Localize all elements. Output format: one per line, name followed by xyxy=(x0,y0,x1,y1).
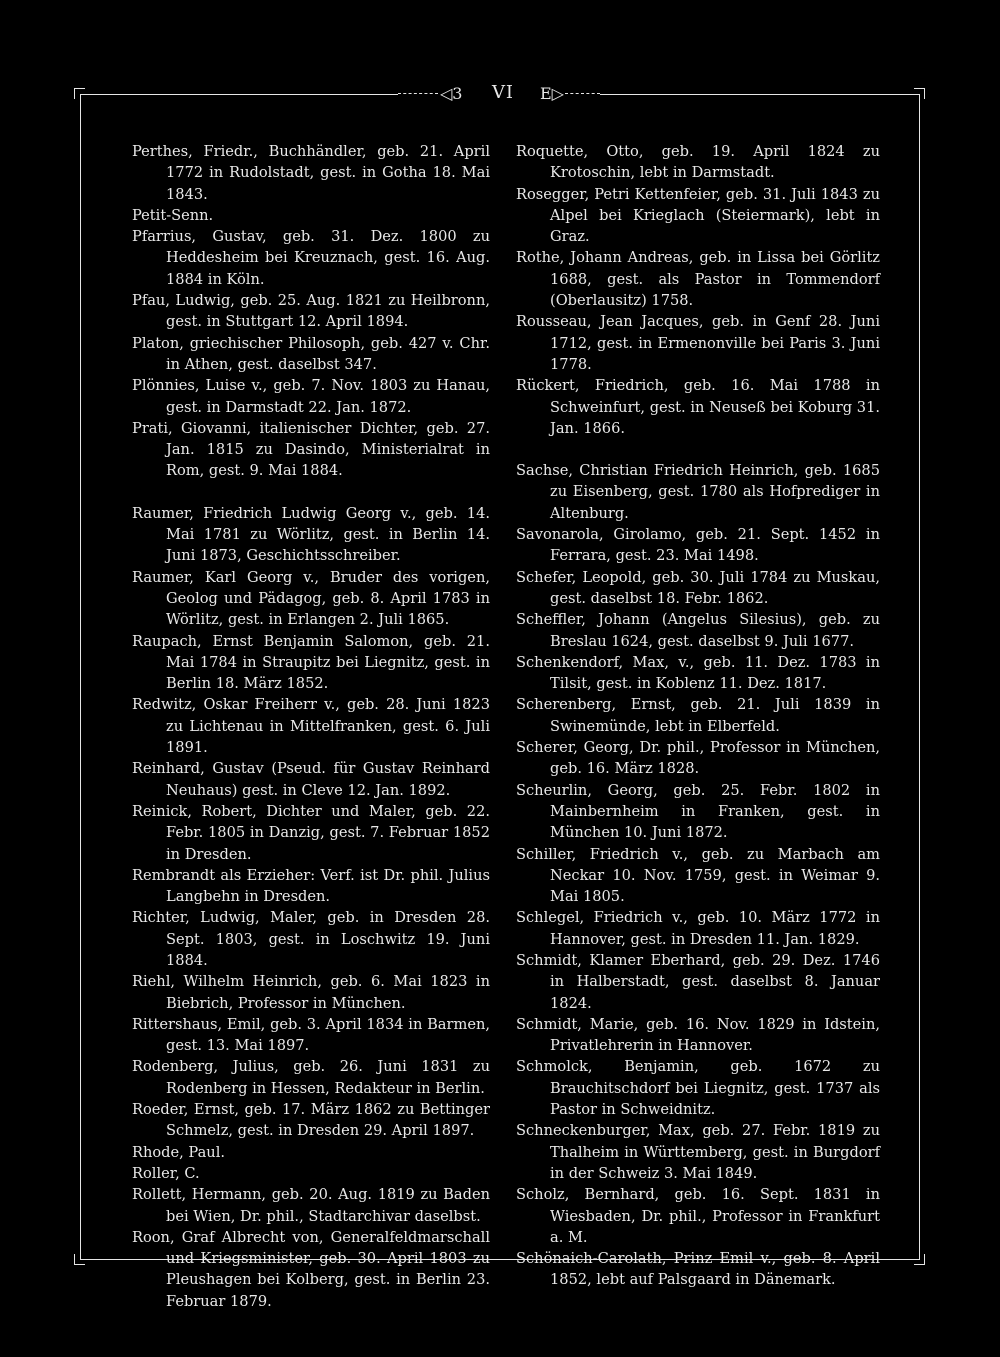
list-item: Scheffler, Johann (Angelus Silesius), geb. zu Breslau 1624, gest. daselbst 9. Juli 1677. xyxy=(516,611,880,650)
list-item: Schefer, Leopold, geb. 30. Juli 1784 zu Muskau, gest. daselbst 18. Febr. 1862. xyxy=(516,568,880,607)
list-item: Rodenberg, Julius, geb. 26. Juni 1831 zu Rodenberg in Hessen, Redakteur in Berlin. xyxy=(132,1058,490,1097)
list-item: Schneckenburger, Max, geb. 27. Febr. 1819 zu Thalheim in Württemberg, gest. in Burgdorf in der Schweiz 3. Mai 1849. xyxy=(516,1122,880,1182)
list-item: Schenkendorf, Max, v., geb. 11. Dez. 1783 in Tilsit, gest. in Koblenz 11. Dez. 1817. xyxy=(516,653,880,693)
list-item: Roquette, Otto, geb. 19. April 1824 zu Krotoschin, lebt in Darmstadt. xyxy=(516,143,880,182)
list-item: Schmidt, Marie, geb. 16. Nov. 1829 in Idstein, Privatlehrerin in Hannover. xyxy=(516,1015,880,1055)
list-item: Reinhard, Gustav (Pseud. für Gustav Reinhard Neuhaus) gest. in Cleve 12. Jan. 1892. xyxy=(132,760,490,799)
list-item: Platon, griechischer Philosoph, geb. 427 v. Chr. in Athen, gest. daselbst 347. xyxy=(132,334,490,373)
list-item: Schmidt, Klamer Eberhard, geb. 29. Dez. 1746 in Halberstadt, gest. daselbst 8. Januar 1824. xyxy=(516,951,880,1012)
list-item: Roon, Graf Albrecht von, Generalfeldmarschall und Kriegsminister, geb. 30. April 1803 zu Pleushagen bei Kolberg, gest. in Berlin 23. Februar 1879. xyxy=(132,1228,490,1310)
list-item: Schmolck, Benjamin, geb. 1672 zu Brauchitschdorf bei Liegnitz, gest. 1737 als Pastor in Schweidnitz. xyxy=(516,1058,880,1119)
right-column xyxy=(516,141,880,1291)
list-item: Rothe, Johann Andreas, geb. in Lissa bei Görlitz 1688, gest. als Pastor in Tommendorf (Oberlausitz) 1758. xyxy=(516,249,880,310)
entry-group-s xyxy=(516,460,880,1291)
page-number: VI xyxy=(491,82,515,103)
entry-group-r-continued xyxy=(516,141,880,439)
border-corner-bottom-left xyxy=(74,1254,85,1265)
list-item: Raumer, Friedrich Ludwig Georg v., geb. 14. Mai 1781 zu Wörlitz, gest. in Berlin 14. Juni 1873, Geschichtsschreiber. xyxy=(132,504,490,565)
list-item: Perthes, Friedr., Buchhändler, geb. 21. April 1772 in Rudolstadt, gest. in Gotha 18. Mai 1843. xyxy=(132,143,490,203)
list-item: Prati, Giovanni, italienischer Dichter, geb. 27. Jan. 1815 zu Dasindo, Ministerialrat in Rom, gest. 9. Mai 1884. xyxy=(132,419,490,480)
left-column xyxy=(132,141,490,1312)
list-item: Savonarola, Girolamo, geb. 21. Sept. 1452 in Ferrara, gest. 23. Mai 1498. xyxy=(516,526,880,565)
list-item: Rückert, Friedrich, geb. 16. Mai 1788 in Schweinfurt, gest. in Neuseß bei Koburg 31. Jan. 1866. xyxy=(516,377,880,437)
list-item: Pfarrius, Gustav, geb. 31. Dez. 1800 zu Heddesheim bei Kreuznach, gest. 16. Aug. 1884 in Köln. xyxy=(132,228,490,288)
list-item: Rosegger, Petri Kettenfeier, geb. 31. Juli 1843 zu Alpel bei Krieglach (Steiermark), lebt in Graz. xyxy=(516,185,880,246)
list-item: Scholz, Bernhard, geb. 16. Sept. 1831 in Wiesbaden, Dr. phil., Professor in Frankfurt a. M. xyxy=(516,1186,880,1246)
header-rule-left xyxy=(80,94,398,95)
list-item: Raupach, Ernst Benjamin Salomon, geb. 21. Mai 1784 in Straupitz bei Liegnitz, gest. in Berlin 18. März 1852. xyxy=(132,632,490,693)
list-item: Schiller, Friedrich v., geb. zu Marbach am Neckar 10. Nov. 1759, gest. in Weimar 9. Mai 1805. xyxy=(516,845,880,906)
group-separator xyxy=(132,482,490,503)
header-rule-right xyxy=(600,94,920,95)
group-separator xyxy=(516,439,880,460)
border-corner-bottom-right xyxy=(914,1254,925,1265)
header-dashes-left xyxy=(398,93,438,94)
list-item: Roller, C. xyxy=(132,1164,200,1182)
list-item: Raumer, Karl Georg v., Bruder des vorigen, Geolog und Pädagog, geb. 8. April 1783 in Wörlitz, gest. in Erlangen 2. Juli 1865. xyxy=(132,568,490,629)
list-item: Reinick, Robert, Dichter und Maler, geb. 22. Febr. 1805 in Danzig, gest. 7. Februar 1852 in Dresden. xyxy=(132,802,490,863)
list-item: Scherer, Georg, Dr. phil., Professor in München, geb. 16. März 1828. xyxy=(516,739,880,778)
header-dashes-right xyxy=(565,93,600,94)
list-item: Scherenberg, Ernst, geb. 21. Juli 1839 in Swinemünde, lebt in Elberfeld. xyxy=(516,696,880,735)
header-ornament-right: E▷ xyxy=(540,84,564,103)
list-item: Rembrandt als Erzieher: Verf. ist Dr. phil. Julius Langbehn in Dresden. xyxy=(132,866,490,906)
list-item: Pfau, Ludwig, geb. 25. Aug. 1821 zu Heilbronn, gest. in Stuttgart 12. April 1894. xyxy=(132,292,490,331)
entry-group-p xyxy=(132,141,490,482)
list-item: Rhode, Paul. xyxy=(132,1143,225,1161)
list-item: Schlegel, Friedrich v., geb. 10. März 1772 in Hannover, gest. in Dresden 11. Jan. 1829. xyxy=(516,909,880,948)
list-item: Rousseau, Jean Jacques, geb. in Genf 28. Juni 1712, gest. in Ermenonville bei Paris 3. Juni 1778. xyxy=(516,313,880,373)
list-item: Rittershaus, Emil, geb. 3. April 1834 in Barmen, gest. 13. Mai 1897. xyxy=(132,1015,490,1055)
list-item: Riehl, Wilhelm Heinrich, geb. 6. Mai 1823 in Biebrich, Professor in München. xyxy=(132,973,490,1012)
header-ornament-left: ◁3 xyxy=(440,84,463,103)
list-item: Sachse, Christian Friedrich Heinrich, geb. 1685 zu Eisenberg, gest. 1780 als Hofprediger in Altenburg. xyxy=(516,462,880,522)
list-item: Richter, Ludwig, Maler, geb. in Dresden 28. Sept. 1803, gest. in Loschwitz 19. Juni 1884. xyxy=(132,909,490,969)
list-item: Rollett, Hermann, geb. 20. Aug. 1819 zu Baden bei Wien, Dr. phil., Stadtarchivar daselbst. xyxy=(132,1186,490,1225)
entry-group-r xyxy=(132,503,490,1312)
list-item: Scheurlin, Georg, geb. 25. Febr. 1802 in Mainbernheim in Franken, gest. in München 10. Juni 1872. xyxy=(516,781,880,842)
list-item: Schönaich-Carolath, Prinz Emil v., geb. 8. April 1852, lebt auf Palsgaard in Dänemark. xyxy=(516,1250,880,1289)
list-item: Plönnies, Luise v., geb. 7. Nov. 1803 zu Hanau, gest. in Darmstadt 22. Jan. 1872. xyxy=(132,377,490,416)
list-item: Redwitz, Oskar Freiherr v., geb. 28. Juni 1823 zu Lichtenau in Mittelfranken, gest. 6. Juli 1891. xyxy=(132,696,490,757)
list-item: Roeder, Ernst, geb. 17. März 1862 zu Bettinger Schmelz, gest. in Dresden 29. April 1897. xyxy=(132,1101,490,1140)
list-item: Petit-Senn. xyxy=(132,206,214,224)
